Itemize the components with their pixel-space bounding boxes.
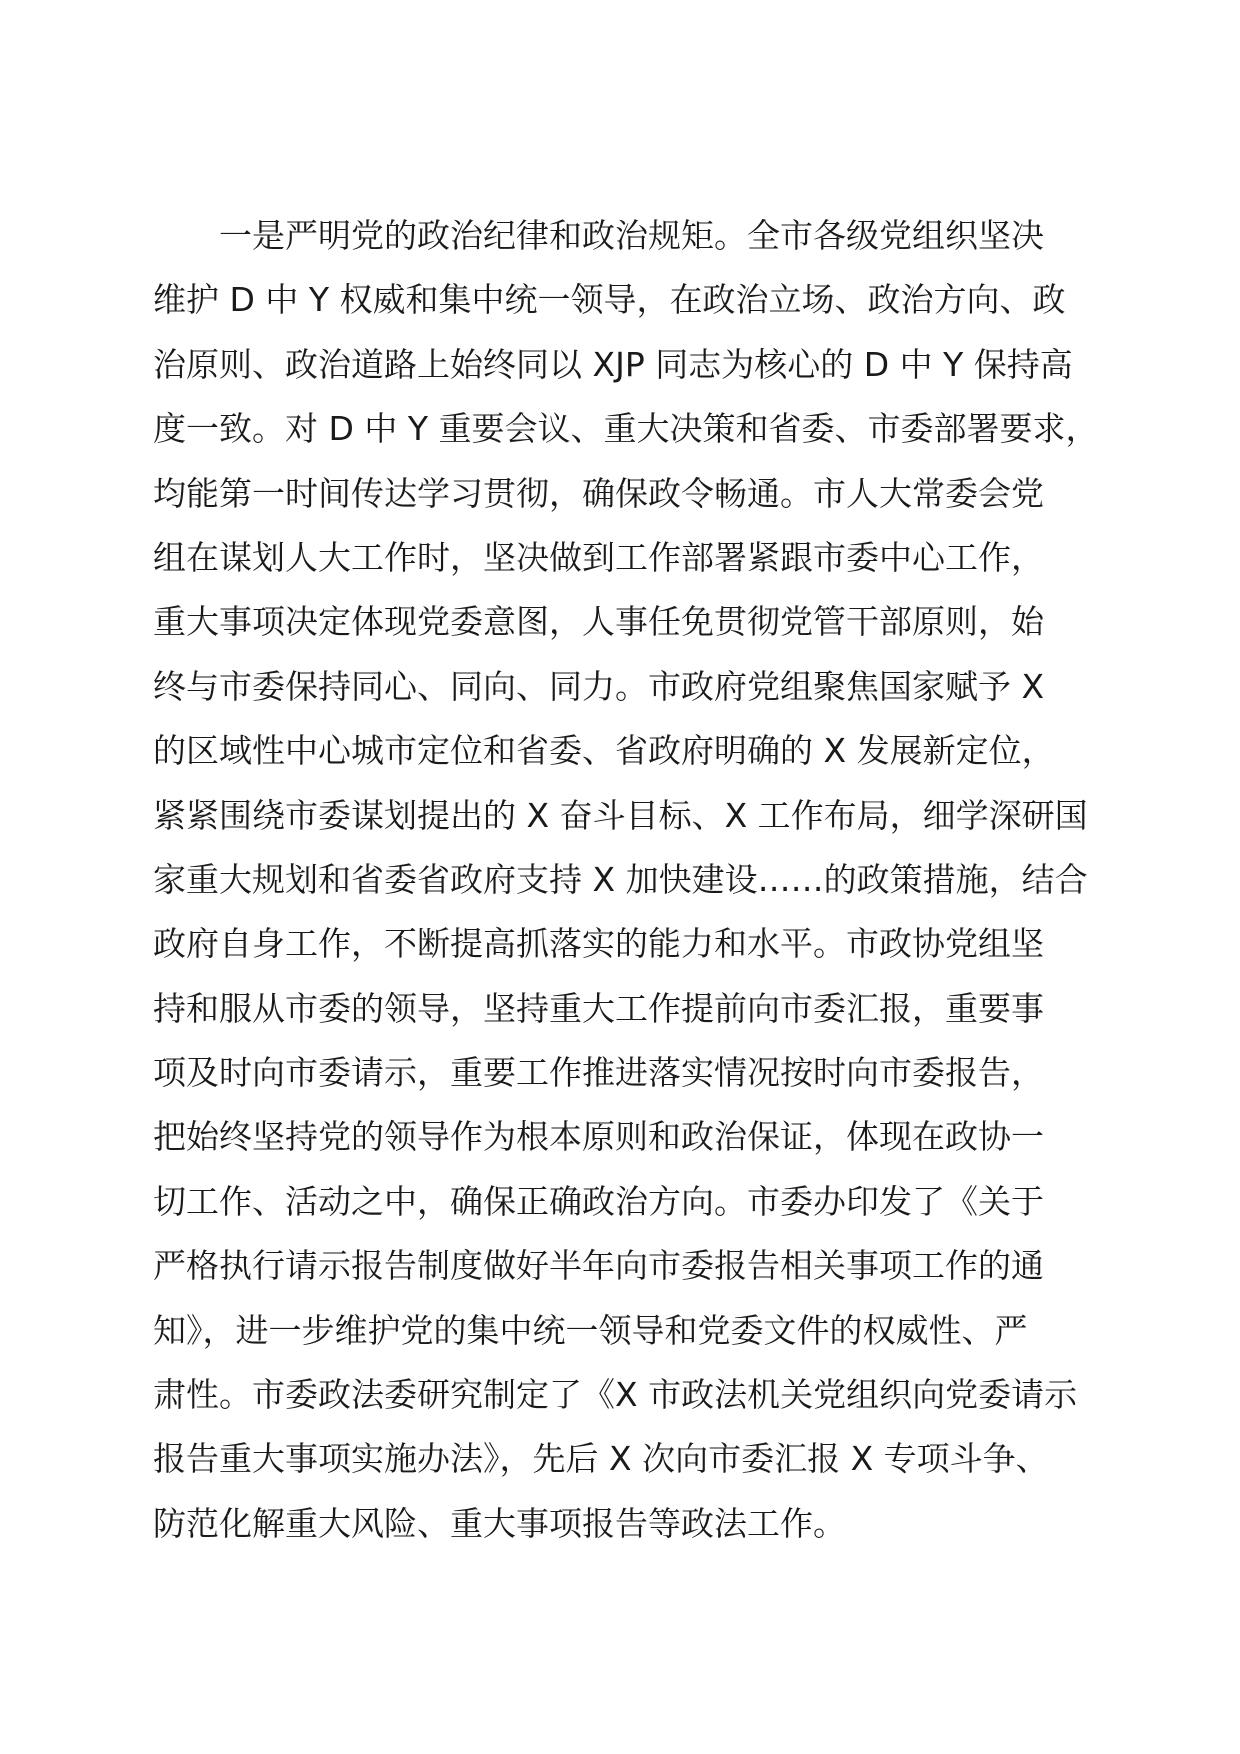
paragraph-line: 重大事项决定体现党委意图，人事任免贯彻党管干部原则，始	[153, 602, 1044, 642]
paragraph-line: 度一致。对 D 中 Y 重要会议、重大决策和省委、市委部署要求，	[153, 409, 1099, 449]
paragraph-line: 紧紧围绕市委谋划提出的 X 奋斗目标、X 工作布局，细学深研国	[153, 795, 1088, 835]
paragraph-line: 家重大规划和省委省政府支持 X 加快建设……的政策措施，结合	[153, 859, 1088, 899]
paragraph-line: 项及时向市委请示，重要工作推进落实情况按时向市委报告，	[153, 1053, 1044, 1093]
paragraph-line: 政府自身工作，不断提高抓落实的能力和水平。市政协党组坚	[153, 924, 1044, 964]
paragraph-line: 把始终坚持党的领导作为根本原则和政治保证，体现在政协一	[153, 1117, 1044, 1157]
paragraph-line: 肃性。市委政法委研究制定了《X 市政法机关党组织向党委请示	[153, 1375, 1078, 1415]
paragraph-line: 严格执行请示报告制度做好半年向市委报告相关事项工作的通	[153, 1246, 1044, 1286]
paragraph-line: 报告重大事项实施办法》，先后 X 次向市委汇报 X 专项斗争、	[153, 1439, 1049, 1479]
paragraph-line: 维护 D 中 Y 权威和集中统一领导，在政治立场、政治方向、政	[153, 280, 1066, 320]
paragraph-line: 切工作、活动之中，确保正确政治方向。市委办印发了《关于	[153, 1181, 1044, 1221]
paragraph-line: 一是严明党的政治纪律和政治规矩。全市各级党组织坚决	[219, 216, 1044, 255]
body-paragraph	[153, 204, 1113, 1556]
paragraph-line: 持和服从市委的领导，坚持重大工作提前向市委汇报，重要事	[153, 988, 1044, 1028]
paragraph-line: 知》，进一步维护党的集中统一领导和党委文件的权威性、严	[153, 1310, 1028, 1350]
paragraph-line: 治原则、政治道路上始终同以 XJP 同志为核心的 D 中 Y 保持高	[153, 344, 1073, 384]
paragraph-line: 防范化解重大风险、重大事项报告等政法工作。	[153, 1503, 846, 1543]
paragraph-line: 组在谋划人大工作时，坚决做到工作部署紧跟市委中心工作，	[153, 537, 1044, 577]
paragraph-line: 的区域性中心城市定位和省委、省政府明确的 X 发展新定位，	[153, 731, 1055, 771]
paragraph-line: 均能第一时间传达学习贯彻，确保政令畅通。市人大常委会党	[153, 473, 1044, 513]
paragraph-line: 终与市委保持同心、同向、同力。市政府党组聚焦国家赋予 X	[153, 666, 1045, 706]
